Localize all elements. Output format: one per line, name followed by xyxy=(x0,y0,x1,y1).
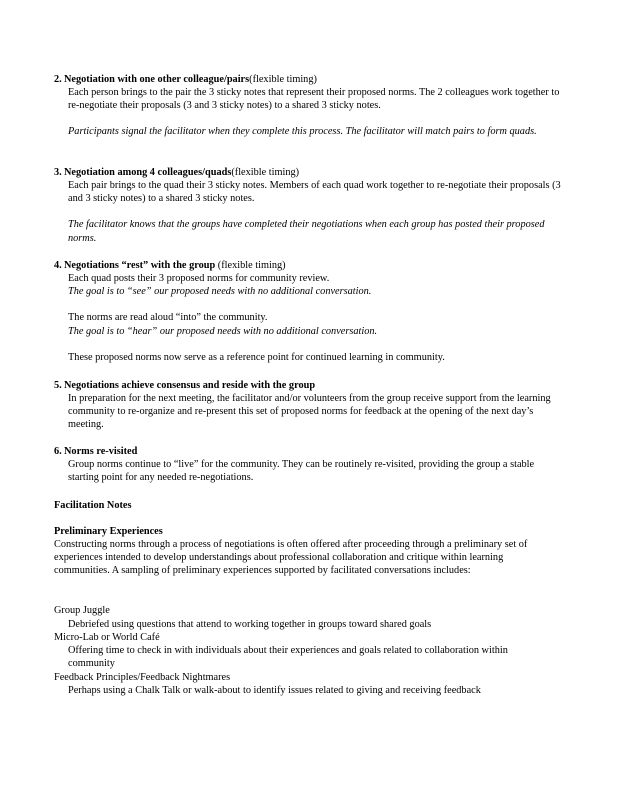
section-3 xyxy=(54,166,564,245)
section-2-heading xyxy=(54,73,564,86)
section-number: 5. xyxy=(54,380,62,391)
section-5-heading xyxy=(54,379,564,392)
section-italic-note: The facilitator knows that the groups have completed their negotiations when each group has posted their proposed norms. xyxy=(68,219,545,244)
experience-name: Feedback Principles/Feedback Nightmares xyxy=(54,672,231,683)
section-timing: (flexible timing) xyxy=(217,260,286,271)
section-6-heading xyxy=(54,445,564,458)
section-body-2: The norms are read aloud “into” the community. xyxy=(68,312,268,324)
section-italic-note: Participants signal the facilitator when they complete this process. The facilitator will match pairs to form quads. xyxy=(68,126,537,138)
section-6 xyxy=(54,445,564,484)
experience-name: Group Juggle xyxy=(54,605,110,616)
section-number: 4. xyxy=(54,260,62,271)
section-body: In preparation for the next meeting, the facilitator and/or volunteers from the group receive support from the learning community to re-organize and re-present this set of proposed norms for feedback at the opening of the next day’s meeting. xyxy=(68,393,551,431)
section-number: 2. xyxy=(54,74,62,85)
section-number: 6. xyxy=(54,446,62,457)
section-4-heading xyxy=(54,259,564,272)
facilitation-notes-heading: Facilitation Notes xyxy=(54,500,132,511)
section-body: Each person brings to the pair the 3 sticky notes that represent their proposed norms. The 2 colleagues work together to re-negotiate their proposals (3 and 3 sticky notes) to a shared 3 sticky notes. xyxy=(68,87,560,112)
section-3-heading xyxy=(54,166,564,179)
section-italic-note: The goal is to “see” our proposed needs with no additional conversation. xyxy=(68,286,372,298)
section-body: Group norms continue to “live” for the community. They can be routinely re-visited, providing the group a stable starting point for any needed re-negotiations. xyxy=(68,459,535,484)
section-number: 3. xyxy=(54,167,62,178)
experience-desc: Perhaps using a Chalk Talk or walk-about to identify issues related to giving and receiving feedback xyxy=(68,685,481,696)
section-body: Each pair brings to the quad their 3 sticky notes. Members of each quad work together to re-negotiate their proposals (3 and 3 sticky notes) to a shared 3 sticky notes. xyxy=(68,180,561,205)
section-5 xyxy=(54,379,564,432)
section-4 xyxy=(54,259,564,364)
section-title: Negotiation with one other colleague/pairs xyxy=(64,74,250,85)
section-timing: (flexible timing) xyxy=(249,74,317,85)
experience-desc: Debriefed using questions that attend to working together in groups toward shared goals xyxy=(68,619,432,630)
preliminary-experiences-body: Constructing norms through a process of negotiations is often offered after proceeding through a preliminary set of experiences intended to develop understandings about professional collaboration and critique within learning communities. A sampling of preliminary experiences supported by facilitated conversations includes: xyxy=(54,539,528,577)
experience-name: Micro-Lab or World Café xyxy=(54,632,160,643)
section-2 xyxy=(54,73,564,139)
section-title: Negotiation among 4 colleagues/quads xyxy=(64,167,232,178)
section-body: Each quad posts their 3 proposed norms for community review. xyxy=(68,273,330,284)
section-title: Negotiations achieve consensus and reside with the group xyxy=(64,380,316,391)
section-italic-note-2: The goal is to “hear” our proposed needs with no additional conversation. xyxy=(68,325,378,337)
experience-desc: Offering time to check in with individuals about their experiences and goals related to collaboration within community xyxy=(68,645,508,670)
section-title: Negotiations “rest” with the group xyxy=(64,260,216,271)
section-body-3: These proposed norms now serve as a reference point for continued learning in community. xyxy=(68,351,445,363)
section-title: Norms re-visited xyxy=(64,446,138,457)
preliminary-experiences-heading: Preliminary Experiences xyxy=(54,526,163,537)
section-timing: (flexible timing) xyxy=(231,167,300,178)
